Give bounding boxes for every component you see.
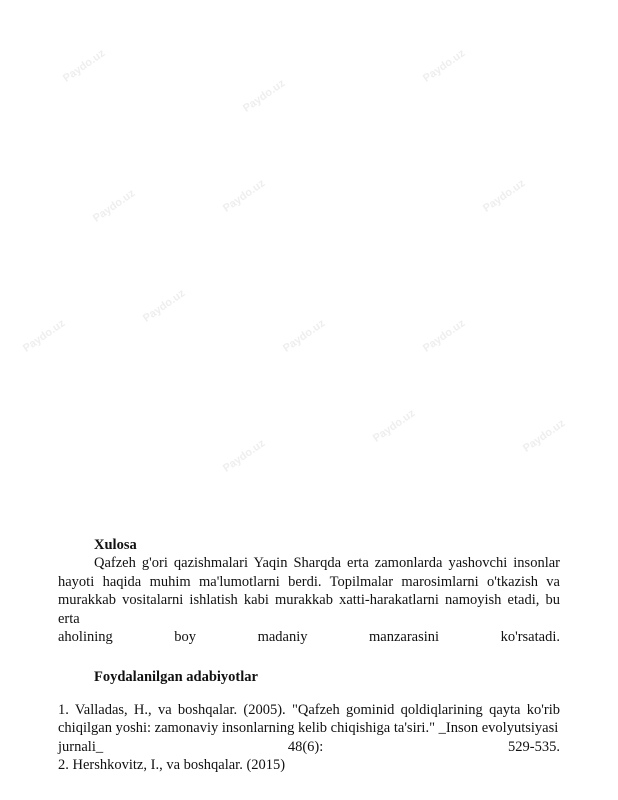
reference-1	[58, 701, 560, 738]
watermark-text: Paydo.uz	[480, 177, 528, 215]
conclusion-heading: Xulosa	[94, 537, 137, 553]
watermark-text: Paydo.uz	[420, 317, 468, 355]
conclusion-word: manzarasini	[369, 629, 440, 646]
reference-1-word: jurnali_	[58, 738, 104, 755]
conclusion-paragraph	[58, 554, 560, 628]
conclusion-line-2: hayoti haqida muhim ma'lumotlarni berdi. Topilmalar marosimlarni o'tkazish va	[58, 573, 560, 590]
watermark-text: Paydo.uz	[140, 287, 188, 325]
watermark-text: Paydo.uz	[280, 317, 328, 355]
watermark-text: Paydo.uz	[20, 317, 68, 355]
conclusion-line-1: Qafzeh g'ori qazishmalari Yaqin Sharqda erta zamonlarda yashovchi insonlar	[94, 555, 560, 572]
conclusion-word: aholining	[58, 629, 113, 646]
reference-1-word: 48(6):	[287, 738, 324, 755]
references-heading: Foydalanilgan adabiyotlar	[94, 669, 258, 686]
conclusion-line-3: murakkab vositalarni ishlatish kabi murakkab xatti-harakatlarni namoyish etadi, bu erta	[58, 592, 560, 627]
watermark-text: Paydo.uz	[220, 177, 268, 215]
reference-1-line-2: chiqilgan yoshi: zamonaviy insonlarning kelib chiqishiga ta'siri." _Inson evolyutsiyasi	[58, 720, 559, 737]
watermark-text: Paydo.uz	[370, 407, 418, 445]
reference-1-line-3	[58, 738, 560, 756]
watermark-text: Paydo.uz	[520, 417, 568, 455]
conclusion-word: madaniy	[257, 629, 308, 646]
watermark-text: Paydo.uz	[90, 187, 138, 225]
conclusion-word: ko'rsatadi.	[500, 629, 560, 646]
reference-1-word: 529-535.	[508, 738, 560, 755]
watermark-text: Paydo.uz	[220, 437, 268, 475]
watermark-text: Paydo.uz	[240, 77, 288, 115]
document-body	[58, 536, 560, 774]
conclusion-last-line	[58, 628, 560, 646]
watermark-text: Paydo.uz	[420, 47, 468, 85]
reference-1-line-1: 1. Valladas, H., va boshqalar. (2005). "Qafzeh gominid qoldiqlarining qayta ko'rib	[58, 701, 560, 718]
watermark-text: Paydo.uz	[60, 47, 108, 85]
conclusion-word: boy	[174, 629, 197, 646]
reference-2: 2. Hershkovitz, I., va boshqalar. (2015)	[58, 757, 286, 774]
